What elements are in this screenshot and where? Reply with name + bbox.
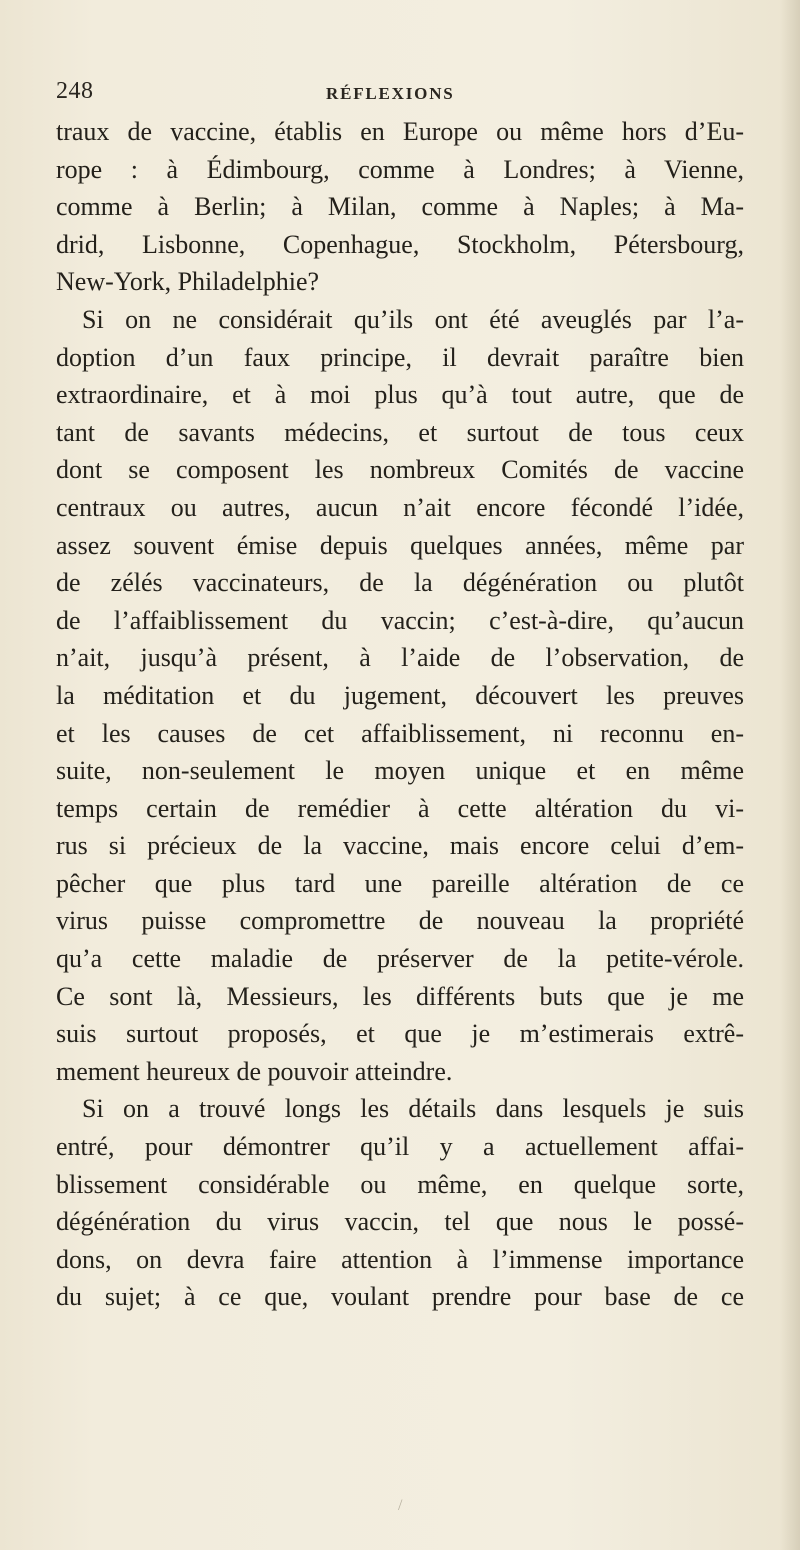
text-line: suis surtout proposés, et que je m’estimerais extrê-	[56, 1019, 744, 1049]
text-line: tant de savants médecins, et surtout de tous ceux	[56, 417, 744, 447]
text-line: du sujet; à ce que, voulant prendre pour base de ce	[56, 1282, 744, 1312]
text-line: virus puisse compromettre de nouveau la propriété	[56, 906, 744, 936]
text-line: temps certain de remédier à cette altération du vi-	[56, 793, 744, 823]
page-header	[56, 78, 736, 108]
text-line: drid, Lisbonne, Copenhague, Stockholm, Pétersbourg,	[56, 229, 744, 259]
text-line: mement heureux de pouvoir atteindre.	[56, 1056, 453, 1086]
text-line: assez souvent émise depuis quelques années, même par	[56, 530, 744, 560]
paragraph-start-line: Si on a trouvé longs les détails dans lesquels je suis	[82, 1094, 744, 1124]
text-line: doption d’un faux principe, il devrait paraître bien	[56, 342, 744, 372]
body-text	[56, 113, 744, 1316]
text-line: de zélés vaccinateurs, de la dégénération ou plutôt	[56, 568, 744, 598]
text-line: de l’affaiblissement du vaccin; c’est-à-dire, qu’aucun	[56, 605, 744, 635]
text-line: et les causes de cet affaiblissement, ni reconnu en-	[56, 718, 744, 748]
text-line: rus si précieux de la vaccine, mais encore celui d’em-	[56, 831, 744, 861]
text-line: dont se composent les nombreux Comités de vaccine	[56, 455, 744, 485]
text-line: pêcher que plus tard une pareille altération de ce	[56, 868, 744, 898]
text-line: dons, on devra faire attention à l’immense importance	[56, 1244, 744, 1274]
running-head: RÉFLEXIONS	[326, 84, 455, 103]
page-number: 248	[56, 78, 94, 104]
text-line: centraux ou autres, aucun n’ait encore fécondé l’idée,	[56, 492, 744, 522]
text-line: rope : à Édimbourg, comme à Londres; à Vienne,	[56, 154, 744, 184]
text-line: entré, pour démontrer qu’il y a actuellement affai-	[56, 1132, 744, 1162]
paper-blemish: /	[398, 1497, 403, 1514]
paragraph-start-line: Si on ne considérait qu’ils ont été aveuglés par l’a-	[82, 304, 744, 334]
text-line: n’ait, jusqu’à présent, à l’aide de l’observation, de	[56, 643, 744, 673]
text-line: qu’a cette maladie de préserver de la petite-vérole.	[56, 944, 744, 974]
text-line: dégénération du virus vaccin, tel que nous le possé-	[56, 1207, 744, 1237]
text-line: comme à Berlin; à Milan, comme à Naples; à Ma-	[56, 192, 744, 222]
text-line: la méditation et du jugement, découvert les preuves	[56, 680, 744, 710]
text-line: suite, non-seulement le moyen unique et en même	[56, 756, 744, 786]
text-line: extraordinaire, et à moi plus qu’à tout autre, que de	[56, 380, 744, 410]
text-line: blissement considérable ou même, en quelque sorte,	[56, 1169, 744, 1199]
text-line: traux de vaccine, établis en Europe ou même hors d’Eu-	[56, 117, 744, 146]
page-edge-shadow	[780, 0, 800, 1550]
text-line: New-York, Philadelphie?	[56, 267, 320, 297]
text-line: Ce sont là, Messieurs, les différents buts que je me	[56, 981, 744, 1011]
